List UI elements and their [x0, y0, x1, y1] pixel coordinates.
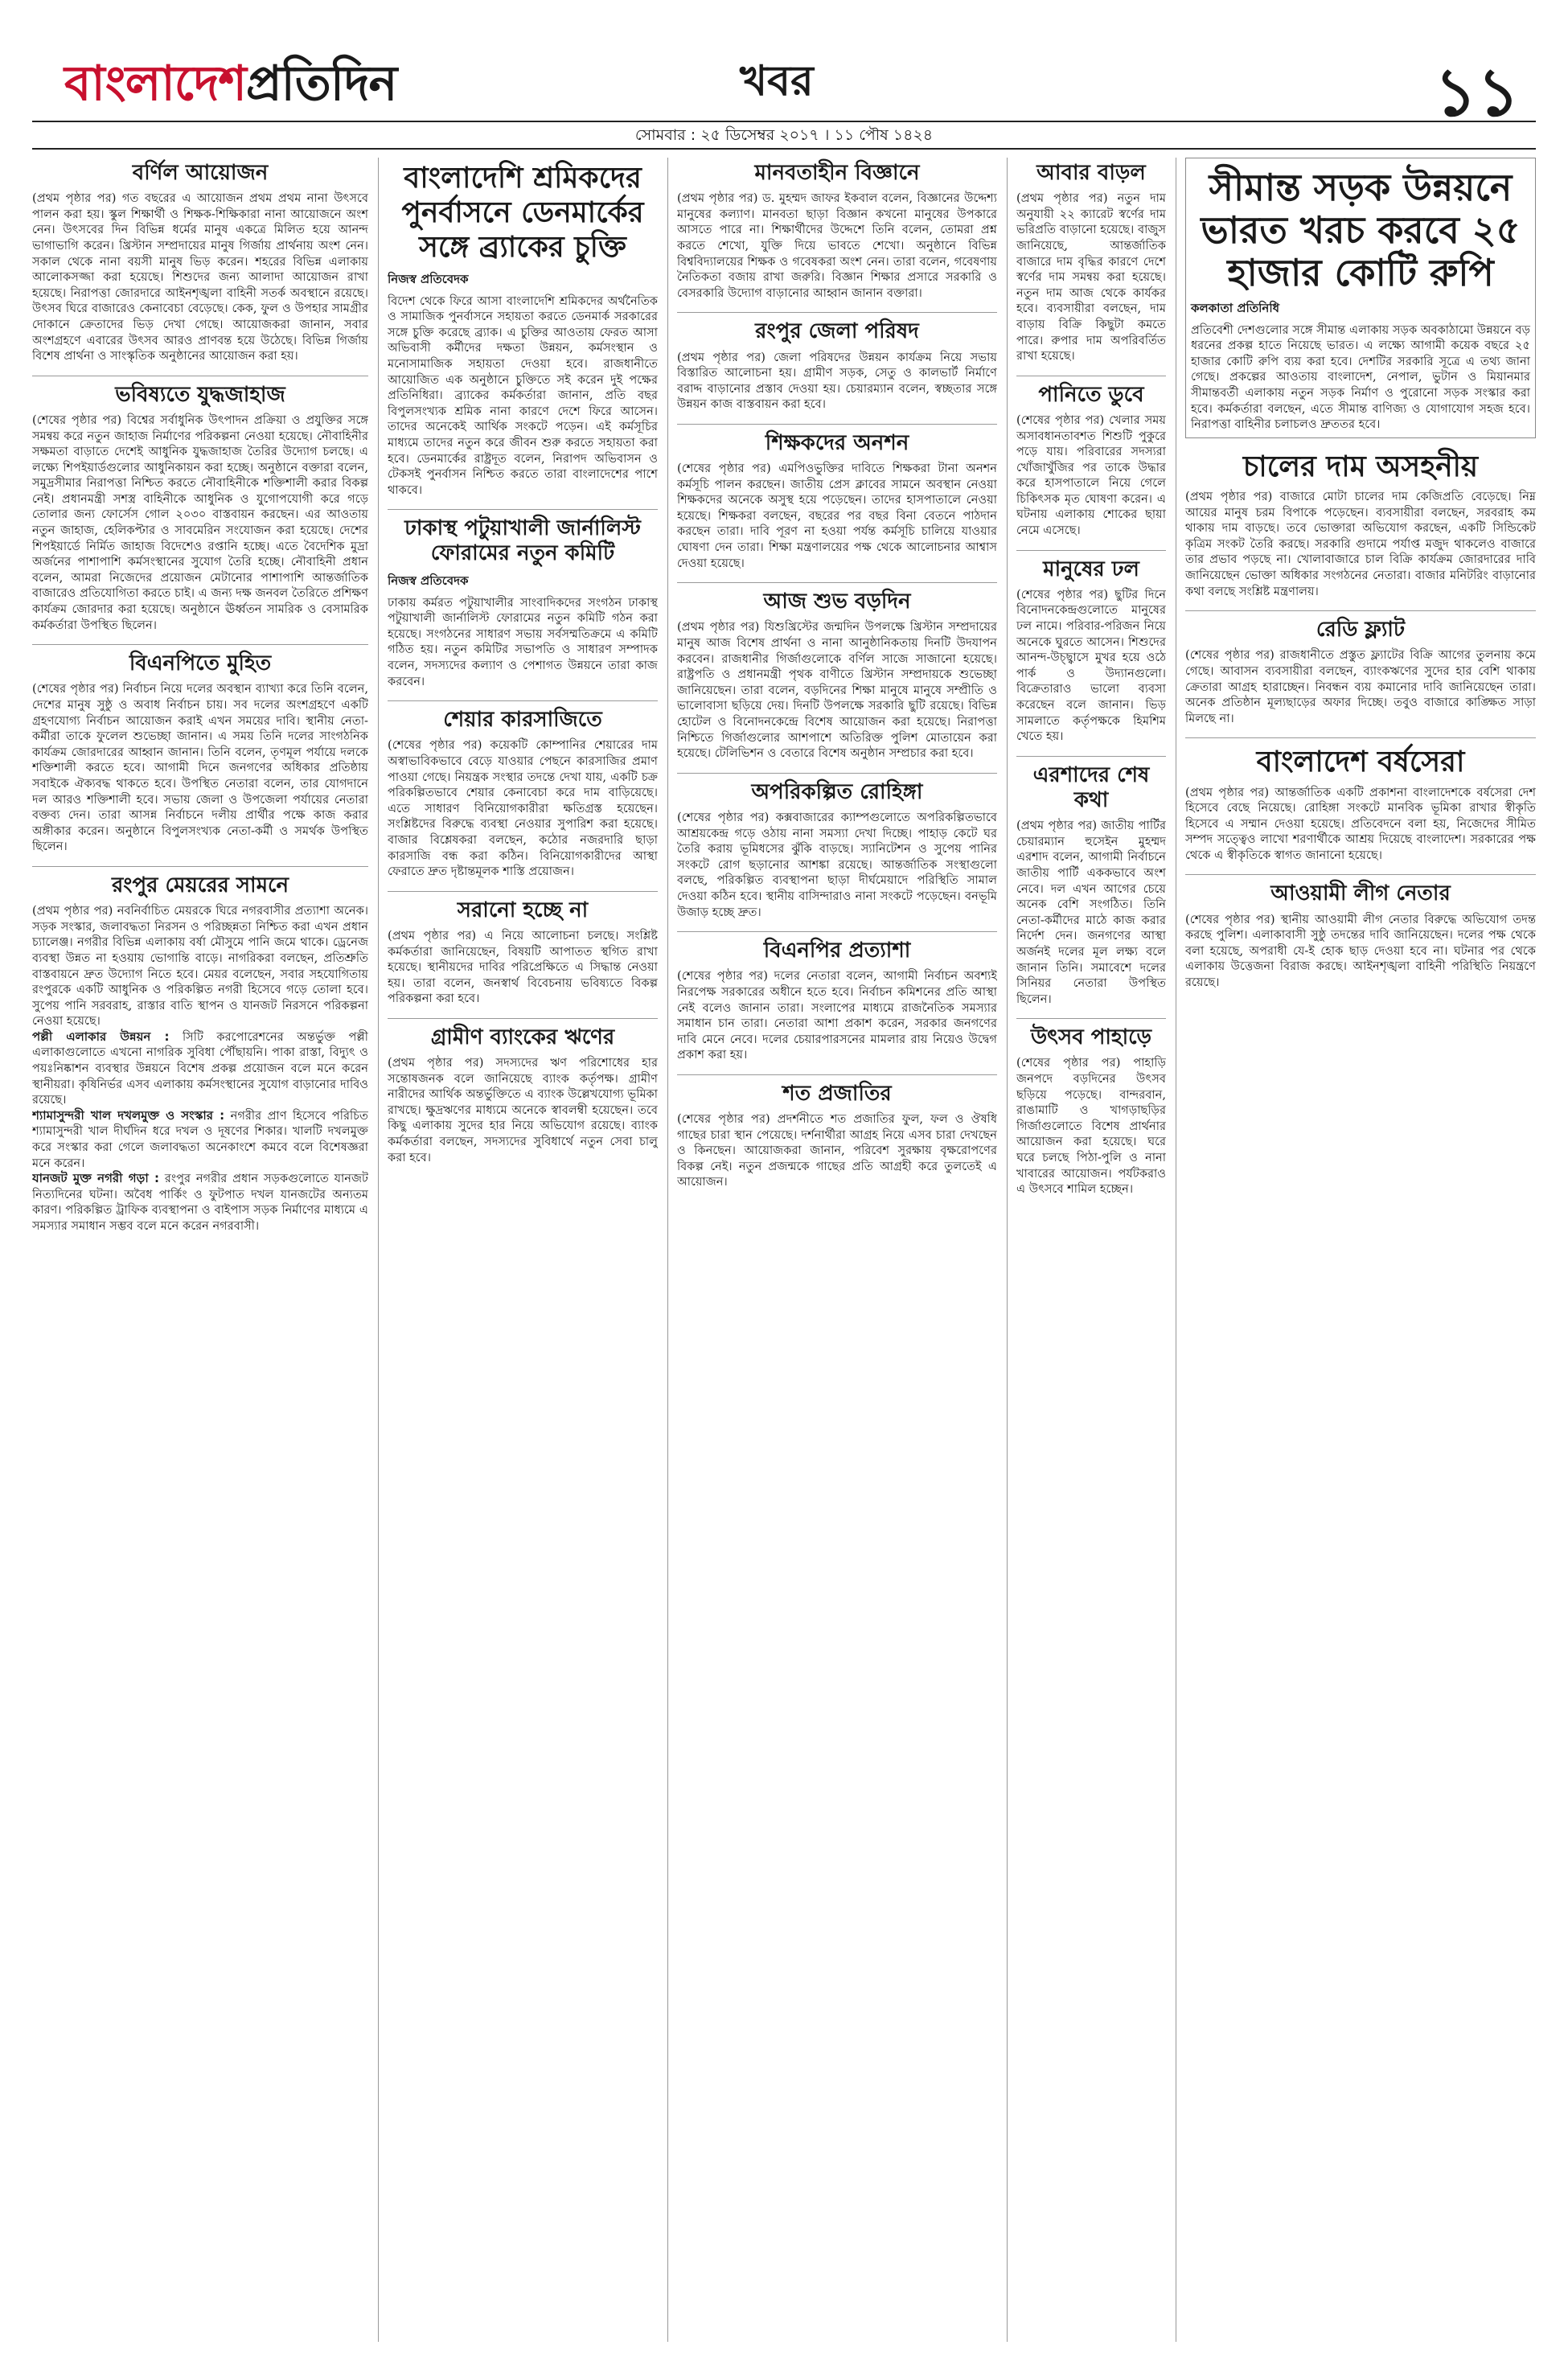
article [32, 383, 368, 634]
article-body: (প্রথম পৃষ্ঠার পর) নবনির্বাচিত মেয়রকে ঘিরে নগরবাসীর প্রত্যাশা অনেক। সড়ক সংস্কার, জলাবদ্ধতা নিরসন ও পরিচ্ছন্নতা নিশ্চিত করা এখন প্রধান চ্যালেঞ্জ। নগরীর বিভিন্ন এলাকায় বর্ষা মৌসুমে পানি জমে থাকে। ড্রেনেজ ব্যবস্থা উন্নত না হওয়ায় ভোগান্তি বাড়ে। নাগরিকরা বলছেন, প্রতিশ্রুতি বাস্তবায়নে দ্রুত উদ্যোগ নিতে হবে। মেয়র বলেছেন, সবার সহযোগিতায় রংপুরকে একটি আধুনিক ও পরিকল্পিত নগরী হিসেবে গড়ে তোলা হবে। সুপেয় পানি সরবরাহ, রাস্তার বাতি স্থাপন ও যানজট নিরসনে পরিকল্পনা নেওয়া হয়েছে। [32, 904, 368, 1029]
divider [1016, 550, 1166, 551]
article [677, 319, 997, 413]
column-3 [677, 158, 997, 2342]
divider [32, 644, 368, 645]
article-body: (শেষের পৃষ্ঠার পর) রাজধানীতে প্রস্তুত ফ্ল্যাটের বিক্রি আগের তুলনায় কমে গেছে। আবাসন ব্যবসায়ীরা বলছেন, ব্যাংকঋণের সুদের হার বেশি থাকায় ক্রেতারা আগ্রহ হারাচ্ছেন। নিবন্ধন ব্যয় কমানোর দাবি জানিয়েছেন তারা। অনেক প্রতিষ্ঠান মূল্যছাড়ের অফার দিচ্ছে। তবুও বাজারে কাঙ্ক্ষিত সাড়া মিলছে না। [1185, 648, 1536, 725]
article-body: (শেষের পৃষ্ঠার পর) দলের নেতারা বলেন, আগামী নির্বাচন অবশ্যই নিরপেক্ষ সরকারের অধীনে হতে হবে। নির্বাচন কমিশনের প্রতি আস্থা নেই বলেও জানান তারা। সংলাপের মাধ্যমে রাজনৈতিক সমস্যার সমাধান চান তারা। নেতারা আশা প্রকাশ করেন, সরকার জনগণের দাবি মেনে নেবে। দলের চেয়ারপারসনের মামলার রায় নিয়েও উদ্বেগ প্রকাশ করা হয়। [677, 969, 997, 1062]
column-4 [1016, 158, 1166, 2342]
masthead [32, 47, 1536, 151]
article-body: (প্রথম পৃষ্ঠার পর) বাজারে মোটা চালের দাম কেজিপ্রতি বেড়েছে। নিম্ন আয়ের মানুষ চরম বিপাকে পড়েছেন। ব্যবসায়ীরা বলছেন, সরবরাহ কম থাকায় দাম বাড়ছে। তবে ভোক্তারা অভিযোগ করছেন, একটি সিন্ডিকেট কৃত্রিম সংকট তৈরি করছে। সরকারি গুদামে পর্যাপ্ত মজুদ থাকলেও বাজারে তার প্রভাব পড়ছে না। খোলাবাজারে চাল বিক্রি কার্যক্রম জোরদারের দাবি জানিয়েছেন ভোক্তা অধিকার সংগঠনের নেতারা। বাজার মনিটরিং বাড়ানোর কথা বলছে সংশ্লিষ্ট মন্ত্রণালয়। [1185, 490, 1536, 598]
article-headline: ভবিষ্যতে যুদ্ধজাহাজ [115, 382, 285, 407]
column-1 [32, 158, 368, 2342]
subheading: যানজট মুক্ত নগরী গড়া : [32, 1171, 160, 1186]
divider [677, 582, 997, 583]
article-headline: বিএনপির প্রত্যাশা [763, 939, 911, 963]
byline: নিজস্ব প্রতিবেদক [388, 573, 469, 588]
article-body: (শেষের পৃষ্ঠার পর) প্রদর্শনীতে শত প্রজাতির ফুল, ফল ও ঔষধি গাছের চারা স্থান পেয়েছে। দর্শনার্থীরা আগ্রহ নিয়ে এসব চারা দেখছেন ও কিনছেন। আয়োজকরা জানান, পরিবেশ সুরক্ষায় বৃক্ষরোপণের বিকল্প নেই। নতুন প্রজন্মকে গাছের প্রতি আগ্রহী করে তুলতেই এ আয়োজন। [677, 1112, 997, 1189]
article-headline: বর্ণিল আয়োজন [132, 161, 269, 185]
paragraph-text: রংপুর নগরীর প্রধান সড়কগুলোতে যানজট নিত্যদিনের ঘটনা। অবৈধ পার্কিং ও ফুটপাত দখল যানজটের অন্যতম কারণ। পরিকল্পিত ট্রাফিক ব্যবস্থাপনা ও বাইপাস সড়ক নির্মাণের মাধ্যমে এ সমস্যার সমাধান সম্ভব বলে মনে করেন নগরবাসী। [32, 1172, 368, 1233]
newspaper-logo [64, 47, 396, 127]
article-headline: শিক্ষকদের অনশন [765, 430, 909, 455]
article-headline: চালের দাম অসহনীয় [1242, 450, 1479, 483]
section-title: খবর [740, 57, 814, 105]
divider [1185, 737, 1536, 738]
article-body: (শেষের পৃষ্ঠার পর) পাহাড়ি জনপদে বড়দিনের উৎসব ছড়িয়ে পড়েছে। বান্দরবান, রাঙামাটি ও খাগড়াছড়ির গির্জাগুলোতে বিশেষ প্রার্থনার আয়োজন করা হয়েছে। ঘরে ঘরে চলছে পিঠা-পুলি ও নানা খাবারের আয়োজন। পর্যটকরাও এ উৎসবে শামিল হচ্ছেন। [1016, 1056, 1166, 1197]
column-5 [1185, 158, 1536, 2342]
article [677, 589, 997, 762]
lead-article [1185, 158, 1536, 438]
article-body: (শেষের পৃষ্ঠার পর) নির্বাচন নিয়ে দলের অবস্থান ব্যাখ্যা করে তিনি বলেন, দেশের মানুষ সুষ্ঠু ও অবাধ নির্বাচন চায়। সব দলের অংশগ্রহণে একটি গ্রহণযোগ্য নির্বাচন আয়োজন করাই এখন সময়ের দাবি। স্থানীয় নেতা-কর্মীরা তাকে ফুলেল শুভেচ্ছা জানান। এ সময় তিনি দলের সাংগঠনিক কার্যক্রম জোরদারের আহ্বান জানান। তিনি বলেন, তৃণমূল পর্যায়ে দলকে শক্তিশালী করতে হবে। আগামী দিনে জনগণের অধিকার প্রতিষ্ঠায় সবাইকে ঐক্যবদ্ধ থাকতে হবে। উপস্থিত নেতারা বলেন, তার যোগদানে দল আরও শক্তিশালী হবে। সভায় জেলা ও উপজেলা পর্যায়ের নেতারা বক্তব্য দেন। তারা আসন্ন নির্বাচনে দলীয় প্রার্থীর পক্ষে কাজ করার অঙ্গীকার করেন। অনুষ্ঠানে বিপুলসংখ্যক নেতা-কর্মী ও সমর্থক উপস্থিত ছিলেন। [32, 682, 368, 854]
divider [388, 700, 658, 701]
article [388, 161, 658, 498]
column-2 [388, 158, 658, 2342]
article-body: (প্রথম পৃষ্ঠার পর) নতুন দাম অনুযায়ী ২২ ক্যারেট স্বর্ণের দাম ভরিপ্রতি বাড়ানো হয়েছে। বাজুস জানিয়েছে, আন্তর্জাতিক বাজারে দাম বৃদ্ধির কারণে দেশে স্বর্ণের দাম সমন্বয় করা হয়েছে। নতুন দাম আজ থেকে কার্যকর হবে। ব্যবসায়ীরা বলছেন, দাম বাড়ায় বিক্রি কিছুটা কমতে পারে। রুপার দাম অপরিবর্তিত রাখা হয়েছে। [1016, 191, 1166, 363]
divider [388, 1018, 658, 1019]
article-headline: বাংলাদেশ বর্ষসেরা [1256, 745, 1465, 779]
divider [677, 424, 997, 425]
article-body: (প্রথম পৃষ্ঠার পর) গত বছরের এ আয়োজন প্রথম প্রথম নানা উৎসবে পালন করা হয়। স্কুল শিক্ষার্থী ও শিক্ষক-শিক্ষিকারা নানা আয়োজনে অংশ নেন। উৎসবের দিন বিভিন্ন ধর্মের মানুষ একত্রে মিলিত হয়ে আনন্দ ভাগাভাগি করেন। খ্রিস্টান সম্প্রদায়ের মানুষ গির্জায় প্রার্থনায় অংশ নেন। সকাল থেকে নানা বয়সী মানুষ ভিড় করেন। শহরের বিভিন্ন এলাকায় আলোকসজ্জা করা হয়েছে। শিশুদের জন্য আলাদা আয়োজন রাখা হয়েছে। নিরাপত্তা জোরদারে আইনশৃঙ্খলা বাহিনী সতর্ক অবস্থানে রয়েছে। উৎসব ঘিরে বাজারেও কেনাবেচা বেড়েছে। কেক, ফুল ও উপহার সামগ্রীর দোকানে ক্রেতাদের ভিড় দেখা গেছে। আয়োজকরা জানান, সবার অংশগ্রহণে এবারের উৎসব আরও প্রাণবন্ত হয়ে উঠেছে। বিভিন্ন গির্জায় বিশেষ প্রার্থনা ও সাংস্কৃতিক অনুষ্ঠানের আয়োজন করা হয়। [32, 191, 368, 363]
article [1185, 618, 1536, 726]
article [677, 780, 997, 920]
subheading: পল্লী এলাকার উন্নয়ন : [32, 1029, 170, 1044]
article-headline: বাংলাদেশি শ্রমিকদের পুনর্বাসনে ডেনমার্কের সঙ্গে ব্র্যাকের চুক্তি [401, 162, 644, 265]
article [1185, 745, 1536, 863]
article-body: (প্রথম পৃষ্ঠার পর) আন্তর্জাতিক একটি প্রকাশনা বাংলাদেশকে বর্ষসেরা দেশ হিসেবে বেছে নিয়েছে। রোহিঙ্গা সংকটে মানবিক ভূমিকা রাখার স্বীকৃতি হিসেবে এ সম্মান দেওয়া হয়েছে। প্রতিবেদনে বলা হয়, নিজেদের সীমিত সম্পদ সত্ত্বেও লাখো শরণার্থীকে আশ্রয় দিয়েছে বাংলাদেশ। সরকারের পক্ষ থেকে এ স্বীকৃতিকে স্বাগত জানানো হয়েছে। [1185, 785, 1536, 862]
article-headline: রংপুর জেলা পরিষদ [755, 319, 919, 344]
article-body: (শেষের পৃষ্ঠার পর) কক্সবাজারের ক্যাম্পগুলোতে অপরিকল্পিতভাবে আশ্রয়কেন্দ্র গড়ে ওঠায় নানা সমস্যা দেখা দিচ্ছে। পাহাড় কেটে ঘর তৈরি করায় ভূমিধসের ঝুঁকি বাড়ছে। স্যানিটেশন ও সুপেয় পানির সংকটে রোগ ছড়ানোর আশঙ্কা রয়েছে। আন্তর্জাতিক সংস্থাগুলো বলছে, পরিকল্পিত ব্যবস্থাপনা ছাড়া দীর্ঘমেয়াদে পরিস্থিতি সামাল দেওয়া কঠিন হবে। স্থানীয় বাসিন্দারাও নানা সংকটে পড়েছেন। বনভূমি উজাড় হচ্ছে দ্রুত। [677, 810, 997, 919]
paragraph-text: সিটি করপোরেশনের অন্তর্ভুক্ত পল্লী এলাকাগুলোতে এখনো নাগরিক সুবিধা পৌঁছায়নি। পাকা রাস্তা, বিদ্যুৎ ও পয়ঃনিষ্কাশন ব্যবস্থার উন্নয়নে বিশেষ প্রকল্প প্রয়োজন বলে মনে করেন স্থানীয়রা। কৃষিনির্ভর এসব এলাকায় কর্মসংস্থানের সুযোগ বাড়ানোর দাবিও রয়েছে। [32, 1029, 368, 1107]
article [388, 708, 658, 880]
article [388, 1025, 658, 1165]
article [677, 431, 997, 571]
article [388, 516, 658, 689]
article-body: প্রতিবেশী দেশগুলোর সঙ্গে সীমান্ত এলাকায় সড়ক অবকাঠামো উন্নয়নে বড় ধরনের প্রকল্প হাতে নিয়েছে ভারত। এ লক্ষ্যে আগামী কয়েক বছরে ২৫ হাজার কোটি রুপি ব্যয় করা হবে। দেশটির সরকারি সূত্রে এ তথ্য জানা গেছে। প্রকল্পের আওতায় বাংলাদেশ, নেপাল, ভুটান ও মিয়ানমার সীমান্তবর্তী এলাকায় নতুন সড়ক নির্মাণ ও পুরোনো সড়ক সংস্কার করা হবে। কর্মকর্তারা বলছেন, এতে সীমান্ত বাণিজ্য ও যোগাযোগ সহজ হবে। নিরাপত্তা বাহিনীর চলাচলও দ্রুততর হবে। [1191, 322, 1530, 432]
article-body: (প্রথম পৃষ্ঠার পর) জাতীয় পার্টির চেয়ারম্যান হুসেইন মুহম্মদ এরশাদ বলেন, আগামী নির্বাচনে জাতীয় পার্টি এককভাবে অংশ নেবে। দল এখন আগের চেয়ে অনেক বেশি সংগঠিত। তিনি নেতা-কর্মীদের মাঠে কাজ করার নির্দেশ দেন। জনগণের আস্থা অর্জনই দলের মূল লক্ষ্য বলে জানান তিনি। সমাবেশে দলের সিনিয়র নেতারা উপস্থিত ছিলেন। [1016, 819, 1166, 1006]
article-body: (প্রথম পৃষ্ঠার পর) সদস্যদের ঋণ পরিশোধের হার সন্তোষজনক বলে জানিয়েছে ব্যাংক কর্তৃপক্ষ। গ্রামীণ নারীদের আর্থিক অন্তর্ভুক্তিতে এ ব্যাংক উল্লেখযোগ্য ভূমিকা রাখছে। ক্ষুদ্রঋণের মাধ্যমে অনেকে স্বাবলম্বী হয়েছেন। তবে কিছু এলাকায় সুদের হার নিয়ে অভিযোগ রয়েছে। ব্যাংক কর্মকর্তারা বলছেন, সদস্যদের সুবিধার্থে নতুন সেবা চালু করা হবে। [388, 1056, 658, 1164]
column-separator [667, 158, 668, 2342]
brand-part2: প্রতিদিন [245, 55, 397, 112]
subheading: শ্যামাসুন্দরী খাল দখলমুক্ত ও সংস্কার : [32, 1107, 225, 1123]
article [32, 161, 368, 364]
article [677, 161, 997, 301]
article [32, 873, 368, 1234]
divider [1016, 756, 1166, 757]
column-separator [378, 158, 379, 2342]
article-paragraph [32, 1171, 368, 1234]
article-headline: ঢাকাস্থ পটুয়াখালী জার্নালিস্ট ফোরামের নতুন কমিটি [404, 516, 641, 566]
article-body: বিদেশ থেকে ফিরে আসা বাংলাদেশি শ্রমিকদের অর্থনৈতিক ও সামাজিক পুনর্বাসনে সহায়তা করতে ডেনমার্ক সরকারের সঙ্গে চুক্তি করেছে ব্র্যাক। এ চুক্তির আওতায় ফেরত আসা অভিবাসী কর্মীদের দক্ষতা উন্নয়ন, কর্মসংস্থান ও মনোসামাজিক সহায়তা দেওয়া হবে। রাজধানীতে আয়োজিত এক অনুষ্ঠানে চুক্তিতে সই করেন দুই পক্ষের প্রতিনিধিরা। ব্র্যাকের কর্মকর্তারা জানান, প্রতি বছর বিপুলসংখ্যক শ্রমিক নানা কারণে দেশে ফিরে আসেন। তাদের অনেকেই আর্থিক সংকটে পড়েন। এই কর্মসূচির মাধ্যমে তাদের নতুন করে জীবন শুরু করতে সহায়তা করা হবে। ডেনমার্কের রাষ্ট্রদূত বলেন, নিরাপদ অভিবাসন ও টেকসই পুনর্বাসন নিশ্চিত করতে তারা বাংলাদেশের পাশে থাকবে। [388, 294, 658, 497]
divider [677, 1074, 997, 1075]
byline: নিজস্ব প্রতিবেদক [388, 271, 469, 286]
article [1016, 161, 1166, 364]
article [1185, 881, 1536, 990]
divider [388, 509, 658, 510]
article-paragraph [32, 1108, 368, 1171]
article [1185, 450, 1536, 599]
article-body: (শেষের পৃষ্ঠার পর) বিশ্বের সর্বাধুনিক উৎপাদন প্রক্রিয়া ও প্রযুক্তির সঙ্গে সমন্বয় করে নতুন জাহাজ নির্মাণের পরিকল্পনা নেওয়া হয়েছে। নৌবাহিনীর সক্ষমতা বাড়াতে দেশেই আধুনিক যুদ্ধজাহাজ তৈরির উদ্যোগ চলছে। এ লক্ষ্যে শিপইয়ার্ডগুলোর আধুনিকায়ন করা হচ্ছে। অনুষ্ঠানে বক্তারা বলেন, সমুদ্রসীমার নিরাপত্তা নিশ্চিত করতে নৌবাহিনীকে শক্তিশালী করার বিকল্প নেই। প্রধানমন্ত্রী সশস্ত্র বাহিনীকে আধুনিক ও যুগোপযোগী করে গড়ে তোলার জন্য ফোর্সেস গোল ২০৩০ বাস্তবায়ন করছেন। এর আওতায় নতুন জাহাজ, হেলিকপ্টার ও সাবমেরিন সংযোজন করা হয়েছে। দেশের শিপইয়ার্ডে নির্মিত জাহাজ বিদেশেও রপ্তানি হচ্ছে। এতে বৈদেশিক মুদ্রা অর্জনের পাশাপাশি কর্মসংস্থানের সুযোগ তৈরি হচ্ছে। নৌবাহিনী প্রধান বলেন, আমরা নিজেদের প্রয়োজন মেটানোর পাশাপাশি আন্তর্জাতিক বাজারেও প্রতিযোগিতা করতে চাই। এ জন্য দক্ষ জনবল তৈরিতে প্রশিক্ষণ কার্যক্রম জোরদার করা হয়েছে। অনুষ্ঠানে ঊর্ধ্বতন সামরিক ও বেসামরিক কর্মকর্তারা উপস্থিত ছিলেন। [32, 413, 368, 632]
column-separator [1007, 158, 1008, 2342]
paragraph-text: নগরীর প্রাণ হিসেবে পরিচিত শ্যামাসুন্দরী খাল দীর্ঘদিন ধরে দখল ও দূষণের শিকার। খালটি দখলমুক্ত করে সংস্কার করা গেলে জলাবদ্ধতা অনেকাংশে কমবে বলে বিশেষজ্ঞরা মনে করেন। [32, 1108, 368, 1170]
divider [1016, 1018, 1166, 1019]
brand-part1: বাংলাদেশ [64, 55, 246, 112]
divider [677, 773, 997, 774]
article-body: (শেষের পৃষ্ঠার পর) এমপিওভুক্তির দাবিতে শিক্ষকরা টানা অনশন কর্মসূচি পালন করছেন। জাতীয় প্রেস ক্লাবের সামনে অবস্থান নেওয়া শিক্ষকদের অনেকে অসুস্থ হয়ে পড়েছেন। তাদের হাসপাতালে নেওয়া হয়েছে। শিক্ষকরা বলছেন, বছরের পর বছর বিনা বেতনে পাঠদান করছেন তারা। দাবি পূরণ না হওয়া পর্যন্ত কর্মসূচি চালিয়ে যাওয়ার ঘোষণা দেন তারা। শিক্ষা মন্ত্রণালয়ের পক্ষ থেকে আলোচনার আশ্বাস দেওয়া হয়েছে। [677, 462, 997, 570]
article-body: (প্রথম পৃষ্ঠার পর) যিশুখ্রিস্টের জন্মদিন উপলক্ষে খ্রিস্টান সম্প্রদায়ের মানুষ আজ বিশেষ প্রার্থনা ও নানা আনুষ্ঠানিকতায় দিনটি উদযাপন করবেন। রাজধানীর গির্জাগুলোকে বর্ণিল সাজে সাজানো হয়েছে। রাষ্ট্রপতি ও প্রধানমন্ত্রী পৃথক বাণীতে খ্রিস্টান সম্প্রদায়কে শুভেচ্ছা জানিয়েছেন। তারা বলেন, বড়দিনের শিক্ষা মানুষে মানুষে সম্প্রীতি ও ভালোবাসা ছড়িয়ে দেয়। দিনটি উপলক্ষে সরকারি ছুটি রয়েছে। বিভিন্ন হোটেল ও বিনোদনকেন্দ্রে বিশেষ আয়োজন করা হয়েছে। নিরাপত্তা নিশ্চিতে গির্জাগুলোর আশপাশে অতিরিক্ত পুলিশ মোতায়েন করা হয়েছে। টেলিভিশন ও বেতারে বিশেষ অনুষ্ঠান সম্প্রচার করা হবে। [677, 620, 997, 761]
article [1016, 1025, 1166, 1197]
divider [677, 312, 997, 313]
article-body: (প্রথম পৃষ্ঠার পর) জেলা পরিষদের উন্নয়ন কার্যক্রম নিয়ে সভায় বিস্তারিত আলোচনা হয়। গ্রামীণ সড়ক, সেতু ও কালভার্ট নির্মাণে বরাদ্দ বাড়ানোর প্রস্তাব দেওয়া হয়। চেয়ারম্যান বলেন, স্বচ্ছতার সঙ্গে উন্নয়ন কাজ বাস্তবায়ন করা হবে। [677, 350, 997, 412]
article-body: (শেষের পৃষ্ঠার পর) স্থানীয় আওয়ামী লীগ নেতার বিরুদ্ধে অভিযোগ তদন্ত করছে পুলিশ। এলাকাবাসী সুষ্ঠু তদন্তের দাবি জানিয়েছেন। দলের পক্ষ থেকে বলা হয়েছে, অপরাধী যে-ই হোক ছাড় দেওয়া হবে না। ঘটনার পর থেকে এলাকায় উত্তেজনা বিরাজ করছে। আইনশৃঙ্খলা বাহিনী পরিস্থিতি নিয়ন্ত্রণে রয়েছে। [1185, 912, 1536, 990]
dateline: সোমবার : ২৫ ডিসেম্বর ২০১৭ । ১১ পৌষ ১৪২৪ [32, 121, 1536, 150]
article-headline: উৎসব পাহাড়ে [1030, 1025, 1152, 1050]
article-headline: মানবতাহীন বিজ্ঞানে [754, 161, 920, 185]
divider [32, 866, 368, 867]
article-headline: সীমান্ত সড়ক উন্নয়নে ভারত খরচ করবে ২৫ হাজার কোটি রুপি [1201, 166, 1521, 294]
article-headline: সরানো হচ্ছে না [457, 897, 589, 922]
article [1016, 557, 1166, 745]
article-headline: রংপুর মেয়রের সামনে [111, 873, 289, 897]
article-body: (শেষের পৃষ্ঠার পর) ছুটির দিনে বিনোদনকেন্দ্রগুলোতে মানুষের ঢল নামে। পরিবার-পরিজন নিয়ে অনেকে ঘুরতে আসেন। শিশুদের আনন্দ-উচ্ছ্বাসে মুখর হয়ে ওঠে পার্ক ও উদ্যানগুলো। বিক্রেতারাও ভালো ব্যবসা করেছেন বলে জানান। ভিড় সামলাতে কর্তৃপক্ষকে হিমশিম খেতে হয়। [1016, 587, 1166, 744]
article [1016, 763, 1166, 1008]
article [677, 1082, 997, 1190]
article-headline: শত প্রজাতির [782, 1081, 892, 1106]
article-body: (শেষের পৃষ্ঠার পর) খেলার সময় অসাবধানতাবশত শিশুটি পুকুরে পড়ে যায়। পরিবারের সদস্যরা খোঁজাখুঁজির পর তাকে উদ্ধার করে হাসপাতালে নিয়ে গেলে চিকিৎসক মৃত ঘোষণা করেন। এ ঘটনায় এলাকায় শোকের ছায়া নেমে এসেছে। [1016, 413, 1166, 538]
article-headline: বিএনপিতে মুহিত [129, 651, 272, 676]
article-headline: এরশাদের শেষ কথা [1032, 762, 1150, 812]
article-headline: শেয়ার কারসাজিতে [443, 708, 602, 733]
article-headline: আবার বাড়ল [1036, 161, 1146, 185]
article-body: (শেষের পৃষ্ঠার পর) কয়েকটি কোম্পানির শেয়ারের দাম অস্বাভাবিকভাবে বেড়ে যাওয়ার পেছনে কারসাজির প্রমাণ পাওয়া গেছে। নিয়ন্ত্রক সংস্থার তদন্তে দেখা যায়, একটি চক্র পরিকল্পিতভাবে শেয়ার কেনাবেচা করে দাম বাড়িয়েছে। এতে সাধারণ বিনিয়োগকারীরা ক্ষতিগ্রস্ত হয়েছেন। সংশ্লিষ্টদের বিরুদ্ধে ব্যবস্থা নেওয়ার সুপারিশ করা হয়েছে। বাজার বিশ্লেষকরা বলছেন, কঠোর নজরদারি ছাড়া কারসাজি বন্ধ করা কঠিন। বিনিয়োগকারীদের আস্থা ফেরাতে দ্রুত দৃষ্টান্তমূলক শাস্তি প্রয়োজন। [388, 738, 658, 879]
article-headline: গ্রামীণ ব্যাংকের ঋণের [430, 1025, 615, 1049]
divider [1185, 874, 1536, 875]
article-headline: আওয়ামী লীগ নেতার [1270, 881, 1451, 906]
article [32, 651, 368, 855]
divider [1185, 610, 1536, 611]
article-headline: অপরিকল্পিত রোহিঙ্গা [751, 779, 923, 804]
article-headline: রেডি ফ্ল্যাট [1316, 618, 1406, 643]
article-body: ঢাকায় কর্মরত পটুয়াখালীর সাংবাদিকদের সংগঠন ঢাকাস্থ পটুয়াখালী জার্নালিস্ট ফোরামের নতুন কমিটি গঠন করা হয়েছে। সংগঠনের সাধারণ সভায় সর্বসম্মতিক্রমে এ কমিটি গঠিত হয়। নতুন কমিটির সভাপতি ও সাধারণ সম্পাদক বলেন, সদস্যদের কল্যাণ ও পেশাগত উন্নয়নে তারা কাজ করবেন। [388, 595, 658, 688]
article-paragraph [32, 1029, 368, 1108]
article [388, 898, 658, 1007]
article-headline: পানিতে ডুবে [1038, 382, 1144, 407]
article-body: (প্রথম পৃষ্ঠার পর) এ নিয়ে আলোচনা চলছে। সংশ্লিষ্ট কর্মকর্তারা জানিয়েছেন, বিষয়টি আপাতত স্থগিত রাখা হয়েছে। স্থানীয়দের দাবির পরিপ্রেক্ষিতে এ সিদ্ধান্ত নেওয়া হয়। তারা বলেন, জনস্বার্থ বিবেচনায় ভবিষ্যতে বিকল্প পরিকল্পনা করা হবে। [388, 928, 658, 1006]
article-headline: মানুষের ঢল [1043, 557, 1139, 581]
article-body: (প্রথম পৃষ্ঠার পর) ড. মুহম্মদ জাফর ইকবাল বলেন, বিজ্ঞানের উদ্দেশ্য মানুষের কল্যাণ। মানবতা ছাড়া বিজ্ঞান কখনো মানুষের উপকারে আসতে পারে না। শিক্ষার্থীদের উদ্দেশে তিনি বলেন, তোমরা প্রশ্ন করতে শেখো, যুক্তি দিয়ে ভাবতে শেখো। অনুষ্ঠানে বিভিন্ন বিশ্ববিদ্যালয়ের শিক্ষক ও গবেষকরা অংশ নেন। তারা বলেন, গবেষণায় নৈতিকতা বজায় রাখা জরুরি। বিজ্ঞান শিক্ষার প্রসারে সরকারি ও বেসরকারি উদ্যোগ বাড়ানোর আহ্বান জানান বক্তারা। [677, 191, 997, 300]
article-headline: আজ শুভ বড়দিন [763, 589, 911, 614]
page-number: ১১ [1434, 55, 1520, 131]
divider [677, 931, 997, 932]
byline: কলকাতা প্রতিনিধি [1191, 300, 1280, 315]
article [677, 939, 997, 1063]
divider [388, 891, 658, 892]
article [1016, 383, 1166, 539]
